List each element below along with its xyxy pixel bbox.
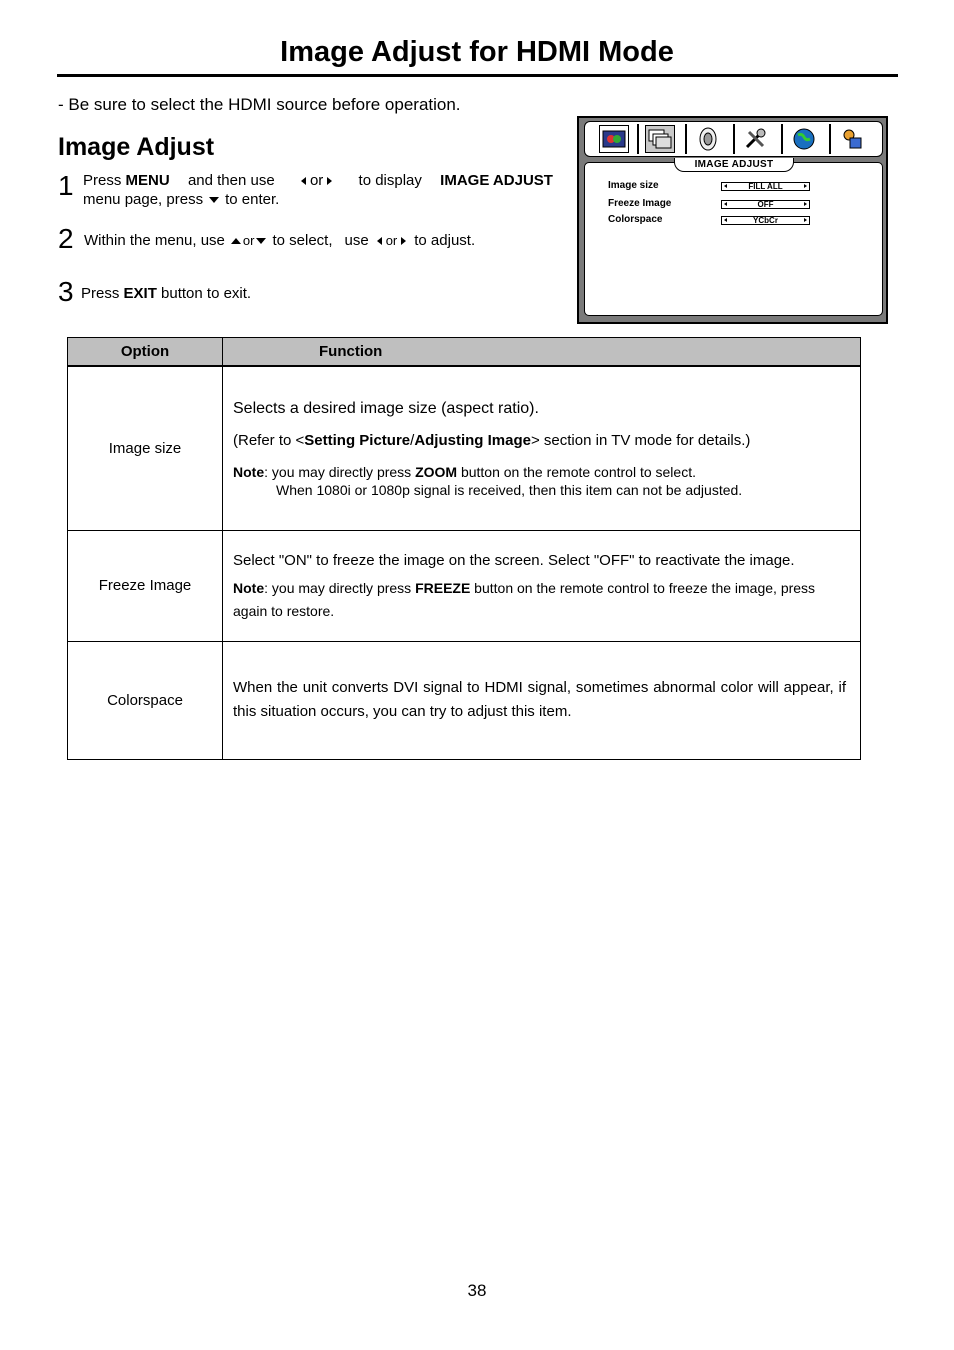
osd-value-freeze-image[interactable]: OFF — [721, 200, 810, 209]
down-arrow-icon — [256, 238, 266, 244]
right-arrow-icon — [804, 184, 807, 188]
picture-icon — [599, 125, 629, 153]
setup-icon — [837, 125, 867, 153]
option-colorspace: Colorspace — [68, 641, 223, 759]
down-arrow-icon — [209, 197, 219, 203]
header-option: Option — [68, 338, 223, 367]
left-arrow-icon — [724, 184, 727, 188]
function-freeze-image: Select "ON" to freeze the image on the screen. Select "OFF" to reactivate the image. Note: you may directly press FREEZE button on the remote control to freeze the image, press again to restore. — [223, 530, 861, 641]
table-row — [68, 641, 861, 759]
section-heading: Image Adjust — [58, 133, 215, 161]
page-title: Image Adjust for HDMI Mode — [280, 36, 674, 68]
table-row — [68, 530, 861, 641]
step-2-text: Within the menu, use or to select, use or to adjust. — [84, 232, 476, 249]
table-row — [68, 366, 861, 530]
step-1-text: Press MENU and then use or to display IMAGE ADJUST menu page, press to enter. — [83, 172, 553, 208]
left-arrow-icon — [724, 218, 727, 222]
preface-note: - Be sure to select the HDMI source before operation. — [58, 95, 461, 114]
osd-label-colorspace: Colorspace — [608, 214, 663, 225]
image-adjust-icon — [645, 125, 675, 153]
page-number: 38 — [467, 1281, 487, 1300]
right-arrow-icon — [804, 218, 807, 222]
step-1-number: 1 — [58, 170, 74, 201]
right-arrow-icon — [401, 237, 406, 245]
right-arrow-icon — [327, 177, 332, 185]
globe-icon — [789, 125, 819, 153]
osd-icon-bar — [584, 121, 883, 157]
table-header-row — [68, 338, 861, 367]
option-freeze-image: Freeze Image — [68, 530, 223, 641]
function-colorspace: When the unit converts DVI signal to HDMI signal, sometimes abnormal color will appear, if this situation occurs, you can try to adjust this item. — [223, 641, 861, 759]
left-arrow-icon — [724, 202, 727, 206]
osd-label-freeze-image: Freeze Image — [608, 198, 672, 209]
left-arrow-icon — [377, 237, 382, 245]
step-2-number: 2 — [58, 223, 74, 254]
osd-value-image-size[interactable]: FILL ALL — [721, 182, 810, 191]
function-image-size: Selects a desired image size (aspect ratio). (Refer to <Setting Picture/Adjusting Image> section in TV mode for details.) Note: you may directly press ZOOM button on the remote control to select. When 1080i or 1080p signal is received, then this item can not be adjusted. — [223, 366, 861, 530]
tools-icon — [741, 125, 771, 153]
osd-tab-title: IMAGE ADJUST — [674, 158, 794, 172]
step-3-text: Press EXIT button to exit. — [81, 285, 252, 302]
header-function: Function — [223, 338, 861, 367]
option-image-size: Image size — [68, 366, 223, 530]
up-arrow-icon — [231, 238, 241, 244]
osd-value-colorspace[interactable]: YCbCr — [721, 216, 810, 225]
options-table — [67, 337, 861, 760]
step-3-number: 3 — [58, 276, 74, 307]
left-arrow-icon — [301, 177, 306, 185]
speaker-icon — [693, 125, 723, 153]
title-divider — [57, 74, 898, 77]
right-arrow-icon — [804, 202, 807, 206]
osd-label-image-size: Image size — [608, 180, 659, 191]
